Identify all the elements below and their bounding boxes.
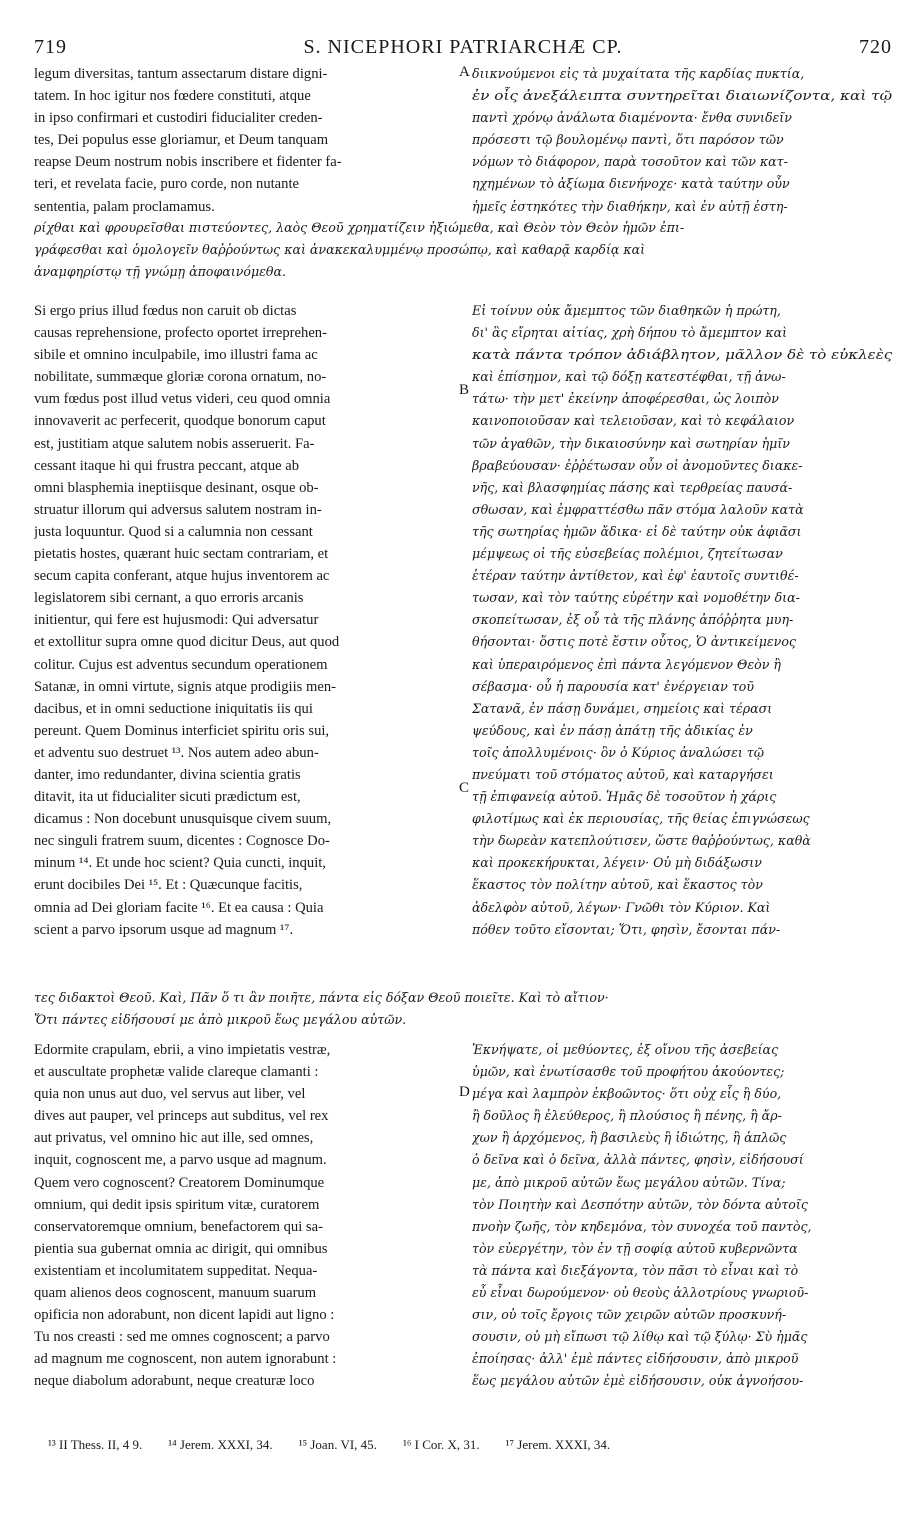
text-line: omnia ad Dei gloriam facite ¹⁶. Et ea causa : Quia [34,899,324,916]
text-line: τωσαν, καὶ τὸν ταύτης εὑρέτην καὶ νομοθέτην δια- [472,590,800,606]
text-line: φιλοτίμως καὶ ἐκ περιουσίας, τῆς θείας ἐπιγνώσεως [472,811,810,827]
text-line: τάτω· τὴν μετ' ἐκείνην ἀποφέρεσθαι, ὡς λοιπὸν [472,391,779,407]
text-line: cessant itaque hi qui frustra peccant, atque ab [34,457,300,474]
text-line: σέβασμα· οὗ ἡ παρουσία κατ' ἐνέργειαν τοῦ [472,678,755,694]
text-line: erunt docibiles Dei ¹⁵. Et : Quæcunque facitis, [34,877,303,894]
margin-marker-a: A [459,64,470,80]
text-line: existentiam et incolumitatem suppeditat. Nequa- [34,1262,318,1279]
text-line: opificia non adorabunt, non dicent lapidi aut ligno : [34,1307,335,1324]
text-line: pientia sua gubernat omnia ac dirigit, qui omnibus [34,1240,328,1257]
text-line: legum diversitas, tantum assectarum distare digni- [34,66,328,82]
text-line: καὶ προκεκήρυκται, λέγειν· Οὐ μὴ διδάξωσιν [472,855,762,871]
text-line: teri, et revelata facie, puro corde, non nutante [34,176,299,193]
page-header [34,36,892,62]
text-line: τες διδακτοὶ Θεοῦ. Καὶ, Πᾶν ὅ τι ἂν ποιῆτε, πάντα εἰς δόξαν Θεοῦ ποιεῖτε. Καὶ τὸ αἴτιον· [34,990,609,1005]
text-line: conservatoremque omnium, benefactorem qui sa- [34,1218,323,1235]
text-line: Quem vero cognoscent? Creatorem Dominumque [34,1174,325,1191]
text-line: initientur, qui fere est hujusmodi: Qui adversatur [34,612,319,629]
text-line: σθωσαν, καὶ ἐμφραττέσθω πᾶν στόμα λαλοῦν κατὰ [472,501,804,517]
text-line: Ἐκνήψατε, οἱ μεθύοντες, ἐξ οἴνου τῆς ἀσεβείας [472,1042,779,1057]
page-title: S. NICEPHORI PATRIARCHÆ CP. [303,36,623,58]
latin-column-block-2 [34,300,454,941]
text-line: τῇ ἐπιφανείᾳ αὐτοῦ. Ἡμᾶς δὲ τοσοῦτον ἡ χάρις [472,789,777,805]
text-line: μέγα καὶ λαμπρὸν ἐκβοῶντος· ὅτι οὐχ εἷς ἢ δύο, [472,1086,782,1102]
greek-column-block-3 [472,1039,892,1393]
text-line: διικνούμενοι εἰς τὰ μυχαίτατα τῆς καρδίας πυκτία, [472,66,805,81]
footnote: ¹⁷ Jerem. XXXI, 34. [505,1437,611,1452]
text-line: nobilitate, summæque gloriæ corona ornatum, no- [34,369,327,386]
footnote: ¹⁵ Joan. VI, 45. [298,1437,377,1452]
text-line: τοῖς ἀπολλυμένοις· ὃν ὁ Κύριος ἀναλώσει τῷ [472,744,765,760]
footnote: ¹⁶ I Cor. X, 31. [402,1437,480,1452]
text-line: reapse Deum nostrum nobis inscribere et fidenter fa- [34,154,342,171]
text-line: γράφεσθαι καὶ ὁμολογεῖν θαῤῥούντως καὶ ἀνακεκαλυμμένῳ προσώπῳ, καὶ καθαρᾷ καρδίᾳ καὶ [34,242,646,258]
text-line: ἑτέραν ταύτην ἀντίθετον, καὶ ἐφ' ἑαυτοῖς συντιθέ- [472,568,799,584]
text-line: scient a parvo ipsorum usque ad magnum ¹⁷. [34,921,294,938]
text-line: et auscultate prophetæ valide clareque clamanti : [34,1064,319,1081]
text-line: omni blasphemia ineptiisque desinant, osque ob- [34,479,319,496]
text-line: et extollitur supra omne quod dicitur Deus, aut quod [34,634,340,651]
latin-column-block-1 [34,63,454,218]
text-line: με, ἀπὸ μικροῦ αὐτῶν ἕως μεγάλου αὐτῶν. Τίνα; [472,1174,786,1190]
text-line: τῶν ἀγαθῶν, τὴν δικαιοσύνην καὶ σωτηρίαν ἡμῖν [472,435,790,451]
text-line: ἢ δοῦλος ἢ ἐλεύθερος, ἢ πλούσιος ἢ πένης, ἢ ἄρ- [472,1108,782,1124]
text-line: ditavit, ita ut fiducialiter sicuti prædictum est, [34,789,301,806]
text-line: ηχημένων τὸ ἀξίωμα διενήνοχε· κατὰ ταύτην οὖν [472,176,790,192]
text-line: σουσιν, οὐ μὴ εἴπωσι τῷ λίθῳ καὶ τῷ ξύλῳ· Σὺ ἡμᾶς [472,1329,808,1345]
text-line: ὑμῶν, καὶ ἐνωτίσασθε τοῦ προφήτου ἀκούοντες; [472,1064,785,1080]
text-line: struatur illorum qui adversus salutem nostram in- [34,501,322,518]
text-line: παντὶ χρόνῳ ἀνάλωτα διαμένοντα· ἔνθα συνιδεῖν [472,110,792,126]
text-line: colitur. Cujus est adventus secundum operationem [34,656,328,673]
text-line: inquit, cognoscent me, a parvo usque ad magnum. [34,1152,327,1169]
text-line: aut privatus, vel omnino hic aut ille, sed omnes, [34,1130,314,1147]
text-line: τὸν εὐεργέτην, τὸν ἐν τῇ σοφίᾳ αὐτοῦ κυβερνῶντα [472,1240,798,1256]
text-line: καὶ ὑπεραιρόμενος ἐπὶ πάντα λεγόμενον Θεὸν ἢ [472,656,781,672]
text-line: et adventu suo destruet ¹³. Nos autem adeo abun- [34,744,319,761]
text-line: ἐν οἷς ἀνεξάλειπτα συντηρεῖται διαιωνίζοντα, καὶ τῷ [472,88,893,104]
text-line: Edormite crapulam, ebrii, a vino impietatis vestræ, [34,1042,331,1058]
text-line: tes, Dei populus esse gloriamur, et Deum tanquam [34,132,329,149]
footnotes [48,1437,878,1457]
text-line: nec singuli fratrem suum, dicentes : Cognosce Do- [34,833,330,850]
text-line: ἀναμφηρίστῳ τῇ γνώμῃ ἀποφαινόμεθα. [34,264,286,280]
text-line: pietatis hostes, quærant huic sectam contrariam, et [34,546,329,563]
text-line: σκοπείτωσαν, ἐξ οὗ τὰ τῆς πλάνης ἀπόῤῥητα μυη- [472,612,794,628]
text-line: est, justitiam atque salutem nobis asseruerit. Fa- [34,435,315,452]
text-line: quam alienos deos cognoscent, manuum suarum [34,1285,317,1302]
text-line: neque diabolum adorabunt, neque creaturæ loco [34,1373,315,1390]
text-line: θήσονται· ὅστις ποτὲ ἔστιν οὗτος, Ὁ ἀντικείμενος [472,634,796,650]
text-line: τῆς σωτηρίας ἡμῶν ἄδικα· εἰ δὲ ταύτην οὐκ ἀφιᾶσι [472,523,802,539]
text-line: innovaverit ac perfecerit, quodque bonorum caput [34,413,326,430]
text-line: ἕως μεγάλου αὐτῶν ἐμὲ εἰδήσουσιν, οὐκ ἀγνοήσου- [472,1373,804,1389]
text-line: σιν, οὐ τοῖς ἔργοις τῶν χειρῶν αὐτῶν προσκυνή- [472,1307,787,1323]
text-line: causas reprehensione, profecto oportet irreprehen- [34,325,327,342]
margin-marker-d: D [459,1084,470,1100]
footnote: ¹⁴ Jerem. XXXI, 34. [168,1437,273,1452]
margin-marker-c: C [459,780,470,796]
page-number-left: 719 [34,36,67,58]
text-line: ἐποίησας· ἀλλ' ἐμὲ πάντες εἰδήσουσιν, ἀπὸ μικροῦ [472,1351,799,1367]
text-line: Σατανᾶ, ἐν πάσῃ δυνάμει, σημείοις καὶ τέρασι [472,700,773,716]
text-line: κατὰ πάντα τρόπον ἀδιάβλητον, μᾶλλον δὲ τὸ εὐκλεὲς [472,347,893,363]
text-line: νῆς, καὶ βλασφημίας πάσης καὶ τερθρείας παυσά- [472,479,793,495]
text-line: danter, imo redundanter, divina scientia gratis [34,766,301,783]
text-line: Tu nos creasti : sed me omnes cognoscent; a parvo [34,1329,330,1346]
text-line: ἕκαστος τὸν πολίτην αὐτοῦ, καὶ ἕκαστος τὸν [472,877,763,893]
text-line: sententia, palam proclamamus. [34,198,215,215]
text-line: πόθεν τοῦτο εἴσονται; Ὅτι, φησὶν, ἔσονται πάν- [472,921,781,937]
text-line: vum fœdus post illud vetus videri, ceu quod omnia [34,391,331,408]
text-line: εὖ εἶναι δωρούμενον· οὐ θεοὺς ἀλλοτρίους γνωριοῦ- [472,1285,809,1301]
text-line: τὴν δωρεὰν κατεπλούτισεν, ὥστε θαῤῥούντως, καθὰ [472,833,811,849]
text-line: καινοποιοῦσαν καὶ τελειοῦσαν, καὶ τὸ κεφάλαιον [472,413,795,429]
text-line: legislatorem sibi cernant, a quo erroris arcanis [34,590,304,607]
greek-fullwidth-block-2 [34,987,892,1031]
text-line: ὁ δεῖνα καὶ ὁ δεῖνα, ἀλλὰ πάντες, φησὶν, εἰδήσουσί [472,1152,804,1168]
text-line: dives aut pauper, vel princeps aut subditus, vel rex [34,1108,329,1125]
greek-column-block-2 [472,300,892,941]
footnote: ¹³ II Thess. II, 4 9. [48,1437,143,1452]
text-line: Ὅτι πάντες εἰδήσουσί με ἀπὸ μικροῦ ἕως μεγάλου αὐτῶν. [34,1012,407,1028]
latin-column-block-3 [34,1039,454,1393]
text-line: ἡμεῖς ἑστηκότες τὴν διαθήκην, καὶ ἐν αὐτῇ ἐστη- [472,198,788,214]
text-line: minum ¹⁴. Et unde hoc scient? Quia cuncti, inquit, [34,855,326,872]
greek-fullwidth-block-1 [34,217,892,283]
text-line: Satanæ, in omni virtute, signis atque prodigiis men- [34,678,336,695]
text-line: secum capita conferant, atque hujus inventorem ac [34,568,330,585]
margin-marker-b: B [459,382,470,398]
text-line: ψεύδους, καὶ ἐν πάσῃ ἀπάτῃ τῆς ἀδικίας ἐν [472,722,753,738]
text-line: ad magnum me cognoscent, non autem ignorabunt : [34,1351,337,1368]
text-line: pereunt. Quem Dominus interficiet spiritu oris sui, [34,722,330,739]
text-line: δι' ἃς εἴρηται αἰτίας, χρὴ δήπου τὸ ἄμεμπτον καὶ [472,325,788,341]
text-line: χων ἢ ἀρχόμενος, ἢ βασιλεὺς ἢ ἰδιώτης, ἢ ἁπλῶς [472,1130,787,1146]
text-line: Εἰ τοίνυν οὐκ ἄμεμπτος τῶν διαθηκῶν ἡ πρώτη, [472,303,781,318]
text-line: quia non unus aut duo, vel servus aut liber, vel [34,1086,306,1103]
text-line: ἀδελφὸν αὐτοῦ, λέγων· Γνῶθι τὸν Κύριον. Καὶ [472,899,771,915]
text-line: justa loquuntur. Quod si a calumnia non cessant [34,523,313,540]
text-line: omnium, qui dedit ipsis spiritum vitæ, curatorem [34,1196,320,1213]
text-line: πνοὴν ζωῆς, τὸν κηδεμόνα, τὸν συνοχέα τοῦ παντὸς, [472,1218,812,1234]
text-line: ρίχθαι καὶ φρουρεῖσθαι πιστεύοντες, λαὸς Θεοῦ χρηματίζειν ἠξιώμεθα, καὶ Θεὸν τὸν Θεὸν ἡμῶν ἐπι- [34,220,685,235]
text-line: tatem. In hoc igitur nos fœdere constituti, atque [34,88,311,105]
greek-column-block-1 [472,63,892,218]
text-line: in ipso confirmari et custodiri fiducialiter creden- [34,110,323,127]
text-line: τὰ πάντα καὶ διεξάγοντα, τὸν πᾶσι τὸ εἶναι καὶ τὸ [472,1262,799,1278]
text-line: τὸν Ποιητὴν καὶ Δεσπότην αὐτῶν, τὸν δόντα αὐτοῖς [472,1196,808,1212]
text-line: dicamus : Non docebunt unusquisque civem suum, [34,811,332,828]
text-line: dacibus, et in omni seductione iniquitatis iis qui [34,700,313,717]
text-line: πνεύματι τοῦ στόματος αὐτοῦ, καὶ καταργήσει [472,766,774,782]
text-line: πρόσεστι τῷ βουλομένῳ παντὶ, ὅτι παρόσον τῶν [472,132,784,148]
text-line: βραβεύουσαν· ἐῤῥέτωσαν οὖν οἱ ἀνομοῦντες διακε- [472,457,803,473]
text-line: Si ergo prius illud fœdus non caruit ob dictas [34,303,297,319]
page-number-right: 720 [859,36,892,58]
text-line: νόμων τὸ διάφορον, παρὰ τοσοῦτον καὶ τῶν κατ- [472,154,788,170]
text-line: sibile et omnino inculpabile, imo illustri fama ac [34,347,318,364]
text-line: μέμψεως οἱ τῆς εὐσεβείας πολέμιοι, ζητείτωσαν [472,546,783,562]
text-line: καὶ ἐπίσημον, καὶ τῷ δόξῃ κατεστέφθαι, τῇ ἀνω- [472,369,786,385]
